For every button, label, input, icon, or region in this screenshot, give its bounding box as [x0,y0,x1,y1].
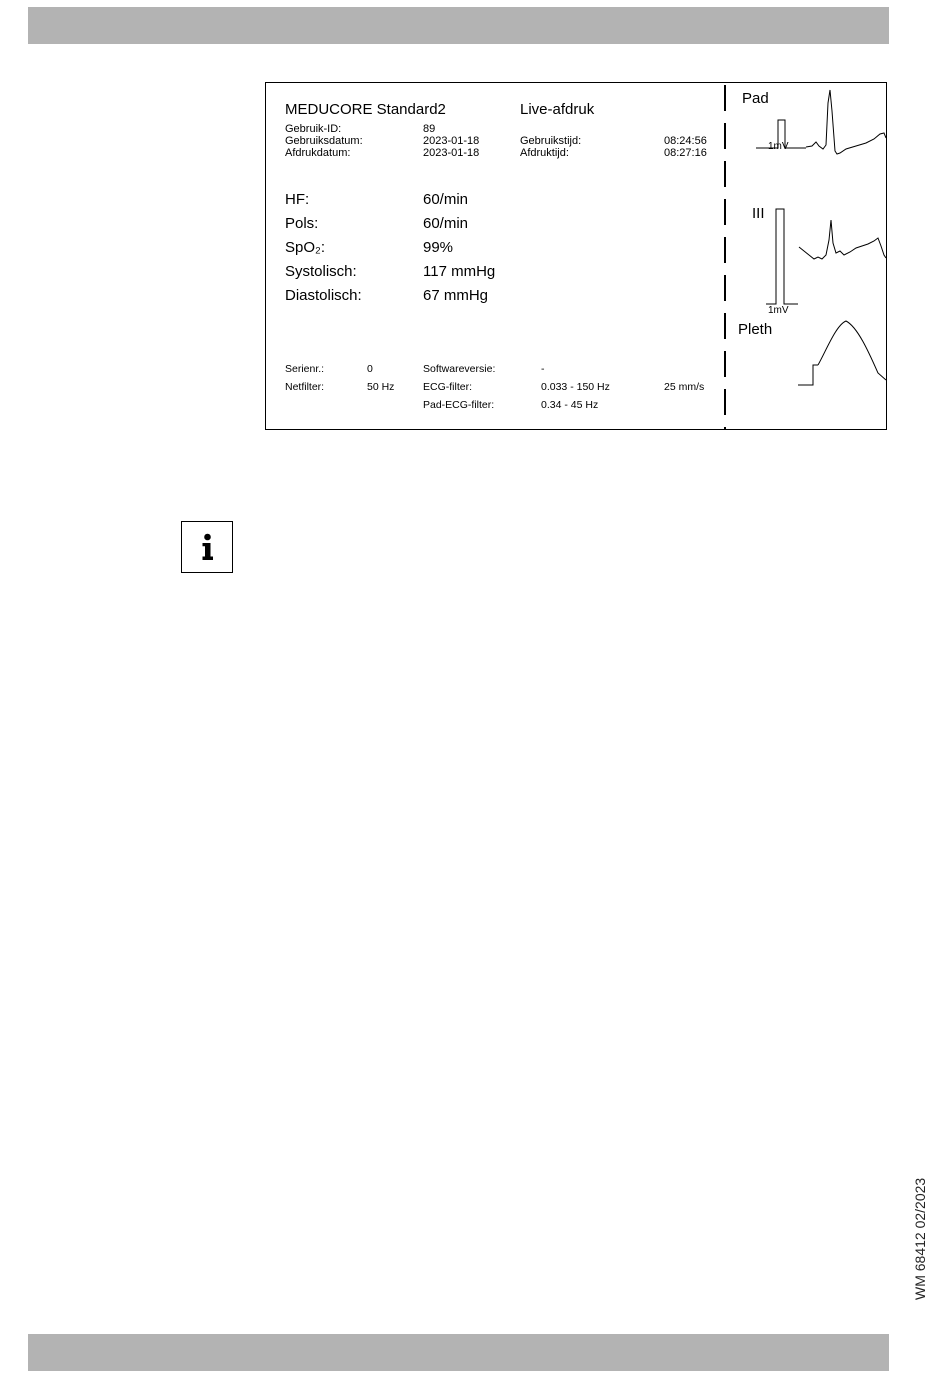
iii-calibration-label: 1mV [768,305,789,316]
print-mode: Live-afdruk [520,101,595,118]
spo2-label: SpO₂: [285,239,326,256]
device-title: MEDUCORE Standard2 [285,101,446,118]
hr-value: 60/min [423,191,469,208]
usage-id-value: 89 [423,123,436,135]
print-date-label: Afdrukdatum: [285,147,351,159]
systolic-value: 117 mmHg [423,263,496,280]
systolic-label: Systolisch: [285,263,357,280]
pad-filter-value: 0.34 - 45 Hz [541,399,599,411]
iii-calibration-pulse [766,209,798,304]
usage-time-value: 08:24:56 [664,135,707,147]
info-icon [182,522,232,572]
netfilter-label: Netfilter: [285,381,325,393]
pleth-step [798,365,818,385]
paper-speed: 25 mm/s [664,381,705,393]
software-value: - [541,363,545,375]
waveform-panel [266,83,886,429]
info-note-box [181,521,233,573]
iii-ecg-trace [799,220,886,259]
printout-report [265,82,887,430]
netfilter-value: 50 Hz [367,381,395,393]
diastolic-value: 67 mmHg [423,287,489,304]
pad-calibration-label: 1mV [768,141,789,152]
print-date-value: 2023-01-18 [423,147,480,159]
trace-label-pad: Pad [742,90,769,107]
top-header-bar [28,7,889,44]
bottom-footer-bar [28,1334,889,1371]
spo2-value: 99% [423,239,454,256]
trace-label-iii: III [752,205,765,222]
ecg-filter-label: ECG-filter: [423,381,473,393]
pad-filter-label: Pad-ECG-filter: [423,399,495,411]
ecg-filter-value: 0.033 - 150 Hz [541,381,610,393]
pulse-label: Pols: [285,215,319,232]
serial-value: 0 [367,363,373,375]
serial-label: Serienr.: [285,363,325,375]
pad-calibration-pulse [756,120,806,148]
pad-ecg-trace [806,90,886,154]
print-time-value: 08:27:16 [664,147,707,159]
diastolic-label: Diastolisch: [285,287,362,304]
trace-label-pleth: Pleth [738,321,773,338]
usage-date-label: Gebruiksdatum: [285,135,363,147]
usage-date-value: 2023-01-18 [423,135,480,147]
pulse-value: 60/min [423,215,469,232]
usage-id-label: Gebruik-ID: [285,123,342,135]
document-code: WM 68412 02/2023 [912,1177,928,1300]
usage-time-label: Gebruikstijd: [520,135,582,147]
software-label: Softwareversie: [423,363,496,375]
hr-label: HF: [285,191,310,208]
print-time-label: Afdruktijd: [520,147,569,159]
pleth-trace [818,321,886,380]
